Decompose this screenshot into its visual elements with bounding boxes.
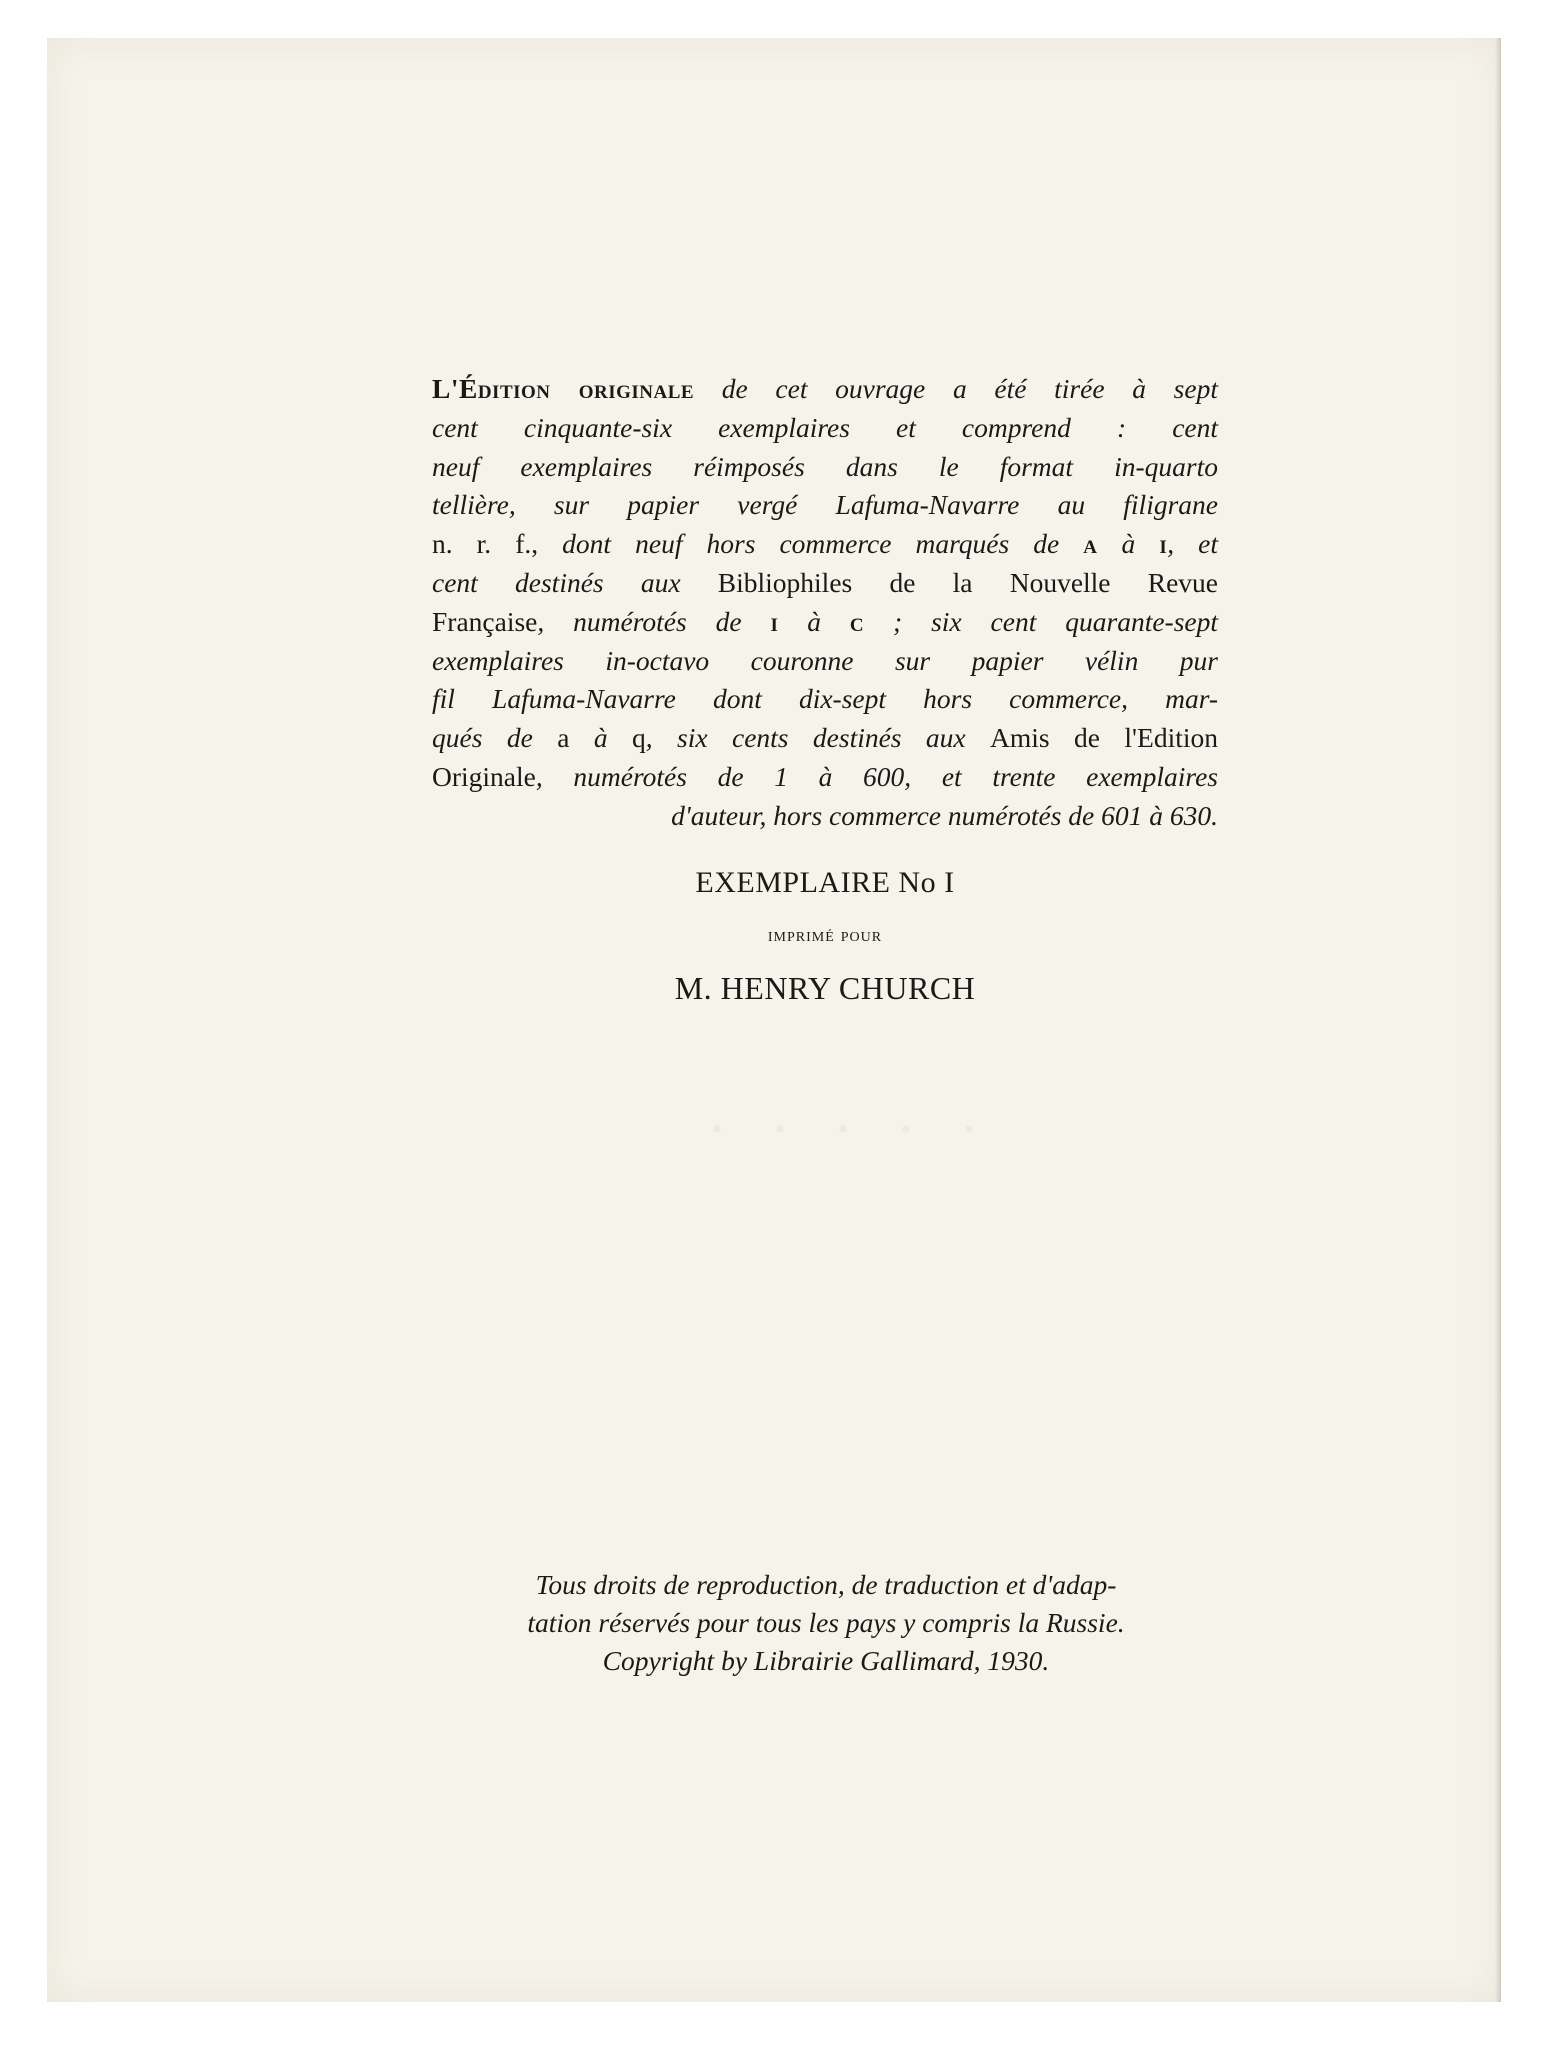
copy-number: EXEMPLAIRE No I [695,866,955,899]
colophon-line: Française, numérotés de i à c ; six cent quarante-sept [432,605,1218,637]
show-through-text: · · · · · [707,1096,993,1162]
colophon-line: neuf exemplaires réimposés dans le format in-quarto [432,450,1218,482]
rights-notice [426,1566,1226,1680]
colophon-line: exemplaires in-octavo couronne sur papier vélin pur [432,644,1218,676]
colophon-line: Originale, numérotés de 1 à 600, et trente exemplaires [432,760,1218,792]
rights-line: tation réservés pour tous les pays y compris la Russie. [527,1607,1125,1638]
colophon-line: cent cinquante-six exemplaires et comprend : cent [432,411,1218,443]
colophon-line: n. r. f., dont neuf hors commerce marqués de a à i, et [432,528,1218,560]
recipient-name: M. HENRY CHURCH [674,970,976,1006]
colophon-line: L'Édition originale de cet ouvrage a été tirée à sept [432,373,1218,404]
colophon-line: qués de a à q, six cents destinés aux Amis de l'Edition [432,722,1218,754]
colophon-paragraph [432,370,1218,836]
page-sheet [47,38,1501,2002]
colophon-line: cent destinés aux Bibliophiles de la Nouvelle Revue [432,566,1218,598]
printed-for-label: imprimé pour [767,924,883,946]
colophon-line: d'auteur, hors commerce numérotés de 601 à 630. [671,799,1218,831]
rights-line: Tous droits de reproduction, de traduction et d'adap- [535,1569,1117,1600]
colophon-line: fil Lafuma-Navarre dont dix-sept hors commerce, mar- [432,683,1218,715]
colophon-line: tellière, sur papier vergé Lafuma-Navarre au filigrane [432,489,1218,521]
copyright-line: Copyright by Librairie Gallimard, 1930. [602,1645,1050,1676]
